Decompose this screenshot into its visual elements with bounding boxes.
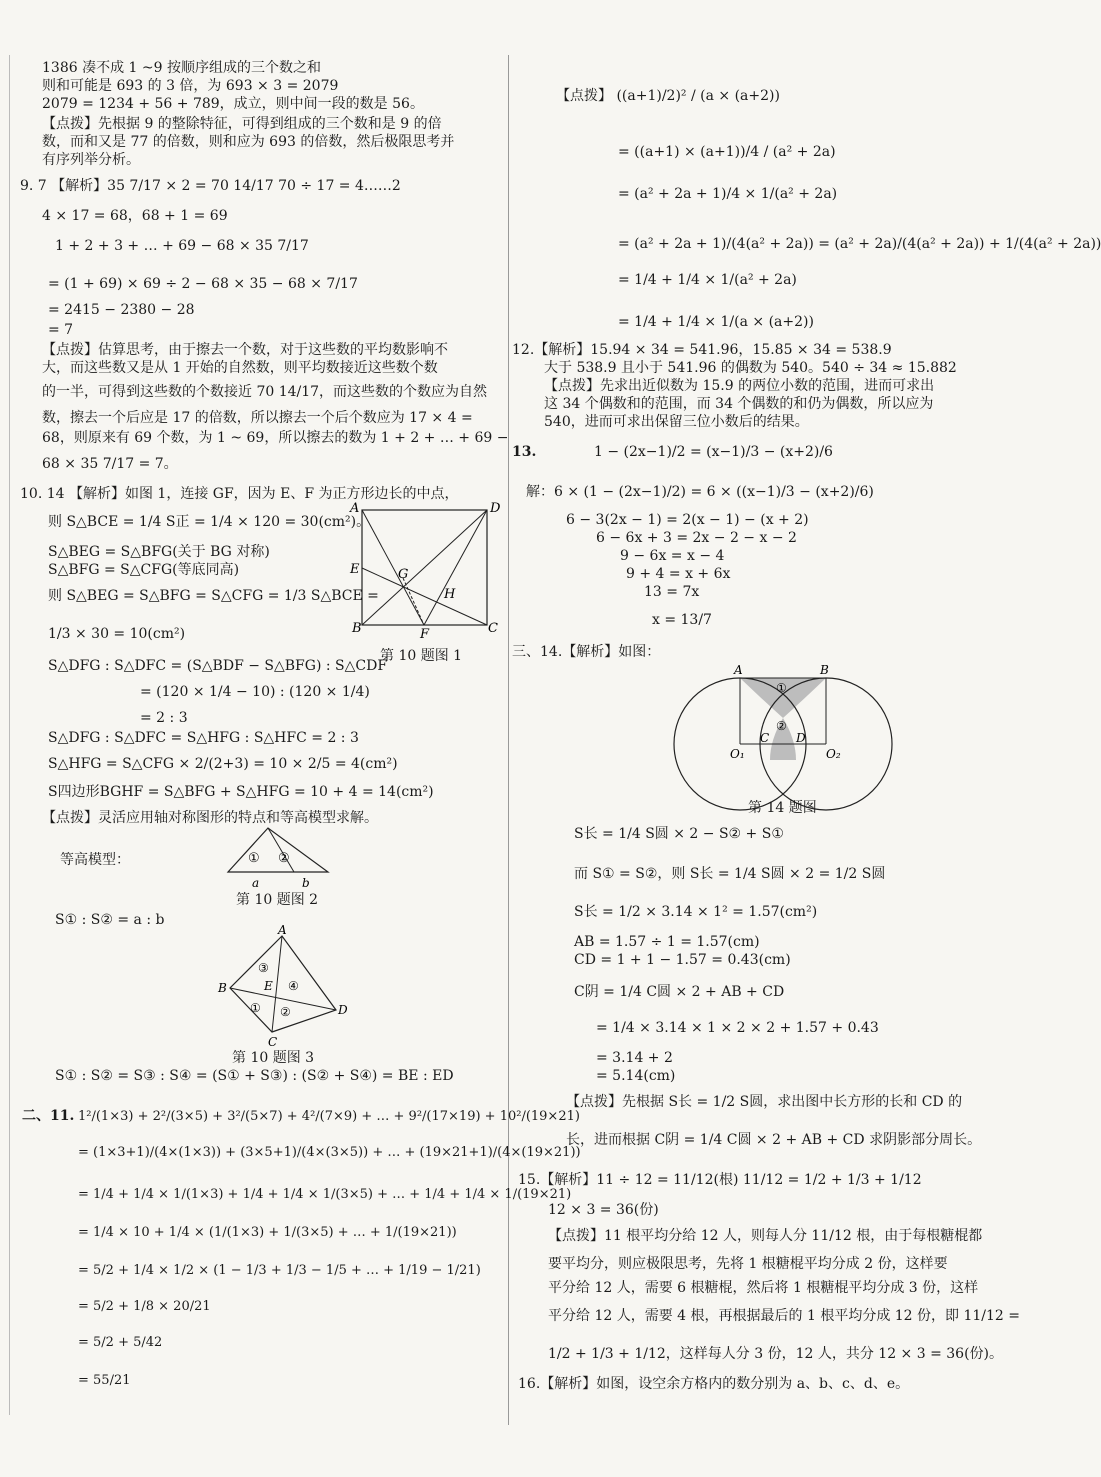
text-line: 68 × 35 7/17 = 7。 — [42, 456, 178, 472]
text-line: 【点拨】先根据 9 的整除特征，可得到组成的三个数和是 9 的倍 — [42, 116, 442, 132]
label-circle-2: ② — [280, 1005, 291, 1019]
math-line: AB = 1.57 ÷ 1 = 1.57(cm) — [574, 934, 760, 950]
label-B: B — [218, 981, 227, 995]
label-circle-3: ③ — [258, 961, 269, 975]
math-line: S△BFG = S△CFG(等底同高) — [48, 562, 240, 578]
q12-heading: 12.【解析】15.94 × 34 = 541.96，15.85 × 34 = 538.9 — [512, 342, 892, 358]
label-circle-1: ① — [248, 851, 260, 866]
text-line: 有序列举分析。 — [42, 152, 140, 168]
label-C: C — [268, 1035, 278, 1049]
text-line: 的一半，可得到这些数的个数接近 70 14/17，而这些数的个数应为自然 — [42, 384, 488, 400]
text-line: 长，进而根据 C阴 = 1/4 C圆 × 2 + AB + CD 求阴影部分周长。 — [566, 1132, 982, 1148]
math-line: = (a² + 2a + 1)/(4(a² + 2a)) = (a² + 2a)/(4(a² + 2a)) + 1/(4(a² + 2a)) — [618, 236, 1101, 252]
label-O1: O₁ — [730, 747, 745, 761]
label-D: D — [796, 731, 806, 745]
math-line: S△BEG = S△BFG(关于 BG 对称) — [48, 544, 270, 560]
label-circle-1: ① — [776, 681, 787, 695]
math-line: C阴 = 1/4 C圆 × 2 + AB + CD — [574, 984, 785, 1000]
math-line: = 7 — [48, 322, 74, 338]
text-line: 【点拨】11 根平均分给 12 人，则每人分 11/12 根，由于每根糖棍都 — [548, 1228, 983, 1244]
math-line: S△DFG : S△DFC = (S△BDF − S△BFG) : S△CDF — [48, 658, 388, 674]
math-line: = (120 × 1/4 − 10) : (120 × 1/4) — [140, 684, 370, 700]
math-line: = 1/4 + 1/4 × 1/(a² + 2a) — [618, 272, 797, 288]
fig10-2-diagram — [218, 822, 338, 892]
fig10-1-caption: 第 10 题图 1 — [380, 648, 463, 664]
math-line: S① : S② = a : b — [55, 912, 165, 928]
math-line: S① : S② = S③ : S④ = (S① + S③) : (S② + S④) = BE : ED — [55, 1068, 454, 1084]
text-line: 4 × 17 = 68，68 + 1 = 69 — [42, 208, 228, 224]
fig14-diagram — [678, 660, 888, 800]
margin-line — [9, 55, 10, 1415]
label-A: A — [350, 501, 360, 516]
text-line: 1386 凑不成 1 ~9 按顺序组成的三个数之和 — [42, 60, 321, 76]
label-D: D — [490, 501, 501, 516]
label-circle-1: ① — [250, 1001, 261, 1015]
label-A: A — [278, 923, 287, 937]
math-line: 【点拨】 ((a+1)/2)² / (a × (a+2)) — [556, 88, 780, 104]
math-line: = 3.14 + 2 — [596, 1050, 673, 1066]
column-divider — [508, 55, 509, 1425]
q10-heading: 10. 14 【解析】如图 1，连接 GF，因为 E、F 为正方形边长的中点， — [20, 486, 459, 502]
text-line: 等高模型： — [60, 852, 130, 868]
math-line: 6 − 6x + 3 = 2x − 2 − x − 2 — [596, 530, 797, 546]
label-E: E — [350, 562, 360, 577]
math-line: = 1/4 + 1/4 × 1/(a × (a+2)) — [618, 314, 814, 330]
math-line: = (1×3+1)/(4×(1×3)) + (3×5+1)/(4×(3×5)) + … + (19×21+1)/(4×(19×21)) — [78, 1145, 581, 1160]
text-line: 数，擦去一个后应是 17 的倍数，所以擦去一个后个数应为 17 × 4 = — [42, 410, 473, 426]
math-line: = 5/2 + 5/42 — [78, 1335, 163, 1350]
text-line: 大于 538.9 且小于 541.96 的偶数为 540。540 ÷ 34 ≈ 15.882 — [544, 360, 957, 376]
q11-heading: 二、11. — [22, 1108, 75, 1124]
text-line: 540，进而可求出保留三位小数后的结果。 — [544, 414, 809, 430]
math-line: S长 = 1/4 S圆 × 2 − S② + S① — [574, 826, 784, 842]
math-line: = 5.14(cm) — [596, 1068, 676, 1084]
math-line: = (a² + 2a + 1)/4 × 1/(a² + 2a) — [618, 186, 838, 202]
label-C: C — [760, 731, 770, 745]
text-line: 要平均分，则应极限思考，先将 1 根糖棍平均分成 2 份，这样要 — [548, 1256, 948, 1272]
math-line: 9 − 6x = x − 4 — [620, 548, 725, 564]
label-C: C — [488, 621, 498, 636]
math-line: 解：6 × (1 − (2x−1)/2) = 6 × ((x−1)/3 − (x+2)/6) — [526, 484, 874, 500]
math-line: S长 = 1/2 × 3.14 × 1² = 1.57(cm²) — [574, 904, 818, 920]
q14-heading: 三、14.【解析】如图： — [512, 644, 661, 660]
math-line: = 5/2 + 1/8 × 20/21 — [78, 1299, 211, 1314]
q15-heading: 15.【解析】11 ÷ 12 = 11/12(根) 11/12 = 1/2 + 1/3 + 1/12 — [518, 1172, 922, 1188]
fig10-2-caption: 第 10 题图 2 — [236, 892, 319, 908]
label-G: G — [398, 567, 409, 582]
q13-heading: 13. — [512, 444, 537, 460]
label-circle-4: ④ — [288, 979, 299, 993]
math-line: 1 − (2x−1)/2 = (x−1)/3 − (x+2)/6 — [594, 444, 833, 460]
label-H: H — [444, 587, 456, 602]
text-line: 平分给 12 人，需要 6 根糖棍，然后将 1 根糖棍平均分成 3 份，这样 — [548, 1280, 979, 1296]
label-B: B — [820, 663, 829, 677]
math-line: = 5/2 + 1/4 × 1/2 × (1 − 1/3 + 1/3 − 1/5 + … + 1/19 − 1/21) — [78, 1263, 481, 1278]
text-line: 数，而和又是 77 的倍数，则和应为 693 的倍数，然后极限思考并 — [42, 134, 455, 150]
math-line: 13 = 7x — [644, 584, 700, 600]
text-line: 2079 = 1234 + 56 + 789，成立，则中间一段的数是 56。 — [42, 96, 424, 112]
text-line: 【点拨】先根据 S长 = 1/2 S圆，求出图中长方形的长和 CD 的 — [566, 1094, 963, 1110]
math-line: = 1/4 × 3.14 × 1 × 2 × 2 + 1.57 + 0.43 — [596, 1020, 879, 1036]
math-line: 则 S△BEG = S△BFG = S△CFG = 1/3 S△BCE = — [48, 588, 379, 604]
math-line: 1 + 2 + 3 + … + 69 − 68 × 35 7/17 — [55, 238, 309, 254]
math-line: CD = 1 + 1 − 1.57 = 0.43(cm) — [574, 952, 791, 968]
text-line: 【点拨】先求出近似数为 15.9 的两位小数的范围，进而可求出 — [544, 378, 935, 394]
fig10-3-diagram — [212, 923, 352, 1049]
math-line: 1²/(1×3) + 2²/(3×5) + 3²/(5×7) + 4²/(7×9) + … + 9²/(17×19) + 10²/(19×21) — [78, 1109, 580, 1124]
math-line: = 55/21 — [78, 1373, 131, 1388]
text-line: 【点拨】估算思考，由于擦去一个数，对于这些数的平均数影响不 — [42, 342, 448, 358]
label-D: D — [338, 1003, 348, 1017]
math-line: = 2 : 3 — [140, 710, 188, 726]
math-line: = 2415 − 2380 − 28 — [48, 302, 195, 318]
text-line: 这 34 个偶数和的范围，而 34 个偶数的和仍为偶数，所以应为 — [544, 396, 934, 412]
q16-heading: 16.【解析】如图，设空余方格内的数分别为 a、b、c、d、e。 — [518, 1376, 910, 1392]
math-line: S△DFG : S△DFC = S△HFG : S△HFC = 2 : 3 — [48, 730, 359, 746]
math-line: 则 S△BCE = 1/4 S正 = 1/4 × 120 = 30(cm²)。 — [48, 514, 371, 530]
math-line: = ((a+1) × (a+1))/4 / (a² + 2a) — [618, 144, 836, 160]
text-line: 平分给 12 人，需要 4 根，再根据最后的 1 根平均分成 12 份，即 11/12 = — [548, 1308, 1021, 1324]
label-circle-2: ② — [776, 719, 787, 733]
label-a: a — [252, 876, 260, 890]
math-line: x = 13/7 — [652, 612, 712, 628]
label-F: F — [420, 627, 430, 642]
text-line: 1/2 + 1/3 + 1/12，这样每人分 3 份，12 人，共分 12 × 3 = 36(份)。 — [548, 1346, 1004, 1362]
label-E: E — [264, 979, 273, 993]
label-b: b — [302, 876, 310, 890]
label-circle-2: ② — [278, 851, 290, 866]
math-line: 9 + 4 = x + 6x — [626, 566, 731, 582]
math-line: 而 S① = S②，则 S长 = 1/4 S圆 × 2 = 1/2 S圆 — [574, 866, 886, 882]
fig14-caption: 第 14 题图 — [748, 800, 817, 816]
text-line: 【点拨】灵活应用轴对称图形的特点和等高模型求解。 — [42, 810, 378, 826]
text-line: 大，而这些数又是从 1 开始的自然数，则平均数接近这些数个数 — [42, 360, 438, 376]
math-line: = (1 + 69) × 69 ÷ 2 − 68 × 35 − 68 × 7/17 — [48, 276, 358, 292]
fig10-3-caption: 第 10 题图 3 — [232, 1050, 315, 1066]
math-line: = 1/4 + 1/4 × 1/(1×3) + 1/4 + 1/4 × 1/(3×5) + … + 1/4 + 1/4 × 1/(19×21) — [78, 1187, 572, 1202]
math-line: 1/3 × 30 = 10(cm²) — [48, 626, 186, 642]
fig10-1-diagram — [340, 498, 510, 673]
math-line: 6 − 3(2x − 1) = 2(x − 1) − (x + 2) — [566, 512, 809, 528]
math-line: 12 × 3 = 36(份) — [548, 1202, 659, 1218]
text-line: 68，则原来有 69 个数，为 1 ~ 69，所以擦去的数为 1 + 2 + … + 69 − — [42, 430, 509, 446]
label-A: A — [734, 663, 743, 677]
math-line: = 1/4 × 10 + 1/4 × (1/(1×3) + 1/(3×5) + … + 1/(19×21)) — [78, 1225, 457, 1240]
label-B: B — [352, 621, 362, 636]
math-line: S四边形BGHF = S△BFG + S△HFG = 10 + 4 = 14(cm²) — [48, 784, 434, 800]
q9-heading: 9. 7 【解析】35 7/17 × 2 = 70 14/17 70 ÷ 17 = 4……2 — [20, 178, 401, 194]
math-line: S△HFG = S△CFG × 2/(2+3) = 10 × 2/5 = 4(cm²) — [48, 756, 398, 772]
text-line: 则和可能是 693 的 3 倍，为 693 × 3 = 2079 — [42, 78, 339, 94]
label-O2: O₂ — [826, 747, 841, 761]
